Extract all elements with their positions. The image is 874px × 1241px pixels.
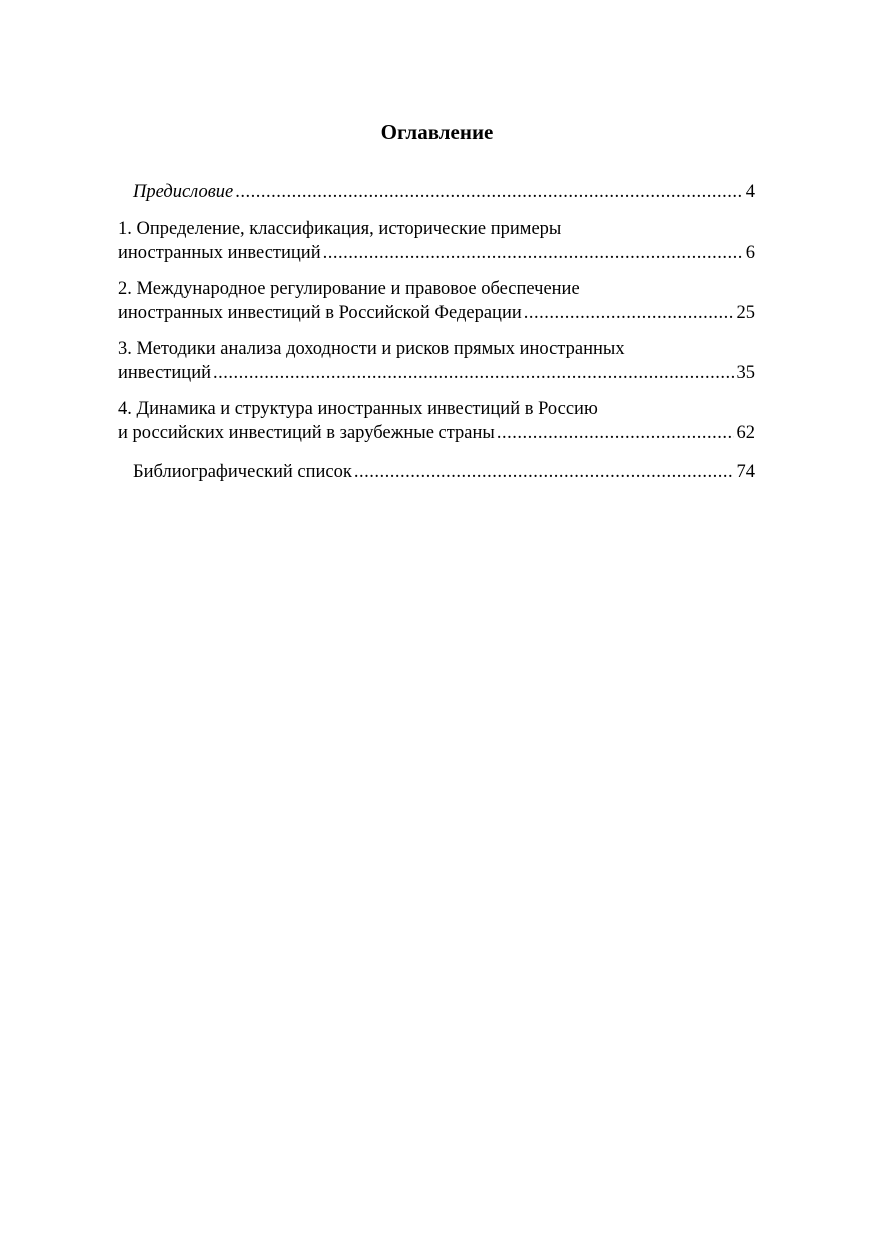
toc-entry-preface[interactable]	[118, 180, 755, 204]
toc-page-number: 74	[736, 462, 755, 482]
toc-entry-bibliography[interactable]	[118, 460, 755, 484]
toc-entry-title: Предисловие	[133, 182, 234, 202]
toc-entry-title-continued: инвестиций	[118, 363, 211, 383]
page-title: Оглавление	[380, 120, 494, 144]
toc-entry-title: Библиографический список	[133, 462, 352, 482]
toc-entry-line	[118, 421, 755, 445]
dot-leader	[354, 460, 734, 484]
toc-entry-chapter-4[interactable]	[118, 397, 755, 445]
toc-page-number: 4	[745, 182, 755, 202]
table-of-contents	[118, 180, 755, 484]
toc-entry-line	[118, 361, 755, 385]
toc-entry-line	[118, 301, 755, 325]
dot-leader	[213, 361, 734, 385]
toc-entry-chapter-3[interactable]	[118, 337, 755, 385]
toc-entry-title-continued: иностранных инвестиций в Российской Федерации	[118, 303, 522, 323]
toc-entry-line	[118, 180, 755, 204]
toc-entry-line	[118, 460, 755, 484]
dot-leader	[497, 421, 734, 445]
dot-leader	[235, 180, 743, 204]
toc-entry-line	[118, 241, 755, 265]
toc-entry-title-continued: иностранных инвестиций	[118, 243, 321, 263]
toc-page-number: 6	[745, 243, 755, 263]
toc-entry-chapter-2[interactable]	[118, 277, 755, 325]
toc-entry-chapter-1[interactable]	[118, 217, 755, 265]
toc-page-number: 35	[736, 363, 755, 383]
toc-page-number: 25	[736, 303, 755, 323]
toc-entry-title: 4. Динамика и структура иностранных инвестиций в Россию	[118, 399, 598, 419]
dot-leader	[524, 301, 734, 325]
toc-page-number: 62	[736, 423, 755, 443]
toc-entry-title: 1. Определение, классификация, исторические примеры	[118, 219, 562, 239]
toc-entry-title: 2. Международное регулирование и правовое обеспечение	[118, 279, 580, 299]
toc-entry-title-continued: и российских инвестиций в зарубежные страны	[118, 423, 495, 443]
toc-entry-title: 3. Методики анализа доходности и рисков прямых иностранных	[118, 339, 625, 359]
dot-leader	[323, 241, 743, 265]
